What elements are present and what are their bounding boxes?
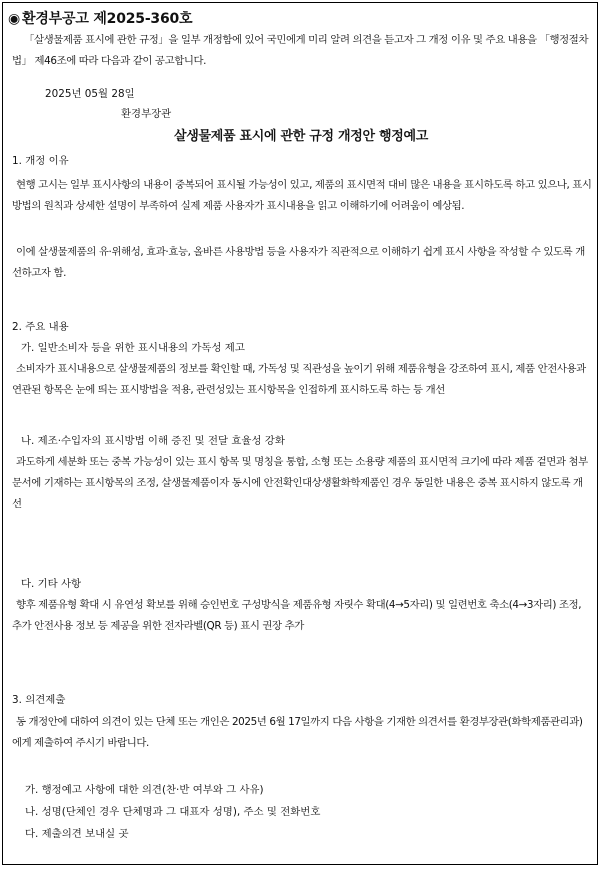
main-item-c-title: 다. 기타 사항 — [21, 578, 82, 590]
opinion-item-c: 다. 제출의견 보내실 곳 — [25, 828, 129, 840]
main-item-c-body: 향후 제품유형 확대 시 유연성 확보를 위해 승인번호 구성방식을 제품유형 자릿수 확대(4→5자리) 및 일련번호 축소(4→3자리) 조정, 추가 안전사용 정보 등 제공을 위한 전자라벨(QR 등) 표시 권장 추가 — [12, 599, 582, 632]
main-item-a-title: 가. 일반소비자 등을 위한 표시내용의 가독성 제고 — [21, 342, 245, 354]
document-title: 살생물제품 표시에 관한 규정 개정안 행정예고 — [173, 129, 429, 144]
opinion-item-b: 나. 성명(단체인 경우 단체명과 그 대표자 성명), 주소 및 전화번호 — [25, 806, 321, 818]
title-bullet-icon: ◉ — [8, 11, 21, 27]
intro-paragraph: 「살생물제품 표시에 관한 규정」을 일부 개정함에 있어 국민에게 미리 알려 의견을 듣고자 그 개정 이유 및 주요 내용을 「행정절차법」 제46조에 따라 다음과 같이 공고합니다. — [12, 34, 589, 67]
section-reason-paragraph-2: 이에 살생물제품의 유·위해성, 효과·효능, 올바른 사용방법 등을 사용자가 직관적으로 이해하기 쉽게 표시 사항을 작성할 수 있도록 개선하고자 함. — [12, 246, 585, 279]
opinion-item-a: 가. 행정예고 사항에 대한 의견(찬·반 여부와 그 사유) — [25, 784, 264, 796]
notice-number-title — [8, 8, 192, 28]
notice-number-text: 환경부공고 제2025-360호 — [22, 11, 193, 27]
section-opinion-heading: 3. 의견제출 — [12, 694, 66, 706]
main-item-b-body: 과도하게 세분화 또는 중복 가능성이 있는 표시 항목 및 명칭을 통합, 소형 또는 소용량 제품의 표시면적 크기에 따라 제품 겉면과 첨부문서에 기재하는 표시항목의 조정, 살생물제품이자 동시에 안전확인대상생활화학제품인 경우 동일한 내용은 중복 표시하지 않도록 개선 — [12, 456, 588, 510]
main-item-b-title: 나. 제조·수입자의 표시방법 이해 증진 및 전달 효율성 강화 — [21, 435, 285, 447]
notice-document — [2, 2, 598, 865]
main-item-a-body: 소비자가 표시내용으로 살생물제품의 정보를 확인할 때, 가독성 및 직관성을 높이기 위해 제품유형을 강조하여 표시, 제품 안전사용과 연관된 항목은 눈에 띄는 표시방법을 적용, 관련성있는 표시항목을 인접하게 표시하도록 하는 등 개선 — [12, 363, 586, 396]
section-main-heading: 2. 주요 내용 — [12, 321, 69, 333]
notice-date: 2025년 05월 28일 — [45, 88, 135, 100]
section-reason-heading: 1. 개정 이유 — [12, 155, 69, 167]
section-reason-paragraph-1: 현행 고시는 일부 표시사항의 내용이 중복되어 표시될 가능성이 있고, 제품의 표시면적 대비 많은 내용을 표시하도록 하고 있으나, 표시방법의 원칙과 상세한 설명이 부족하여 실제 제품 사용자가 표시내용을 읽고 이해하기에 어려움이 예상됨. — [12, 179, 592, 212]
section-opinion-body: 동 개정안에 대하여 의견이 있는 단체 또는 개인은 2025년 6월 17일까지 다음 사항을 기재한 의견서를 환경부장관(화학제품관리과)에게 제출하여 주시기 바랍니다. — [12, 716, 583, 749]
issuer: 환경부장관 — [121, 108, 172, 120]
